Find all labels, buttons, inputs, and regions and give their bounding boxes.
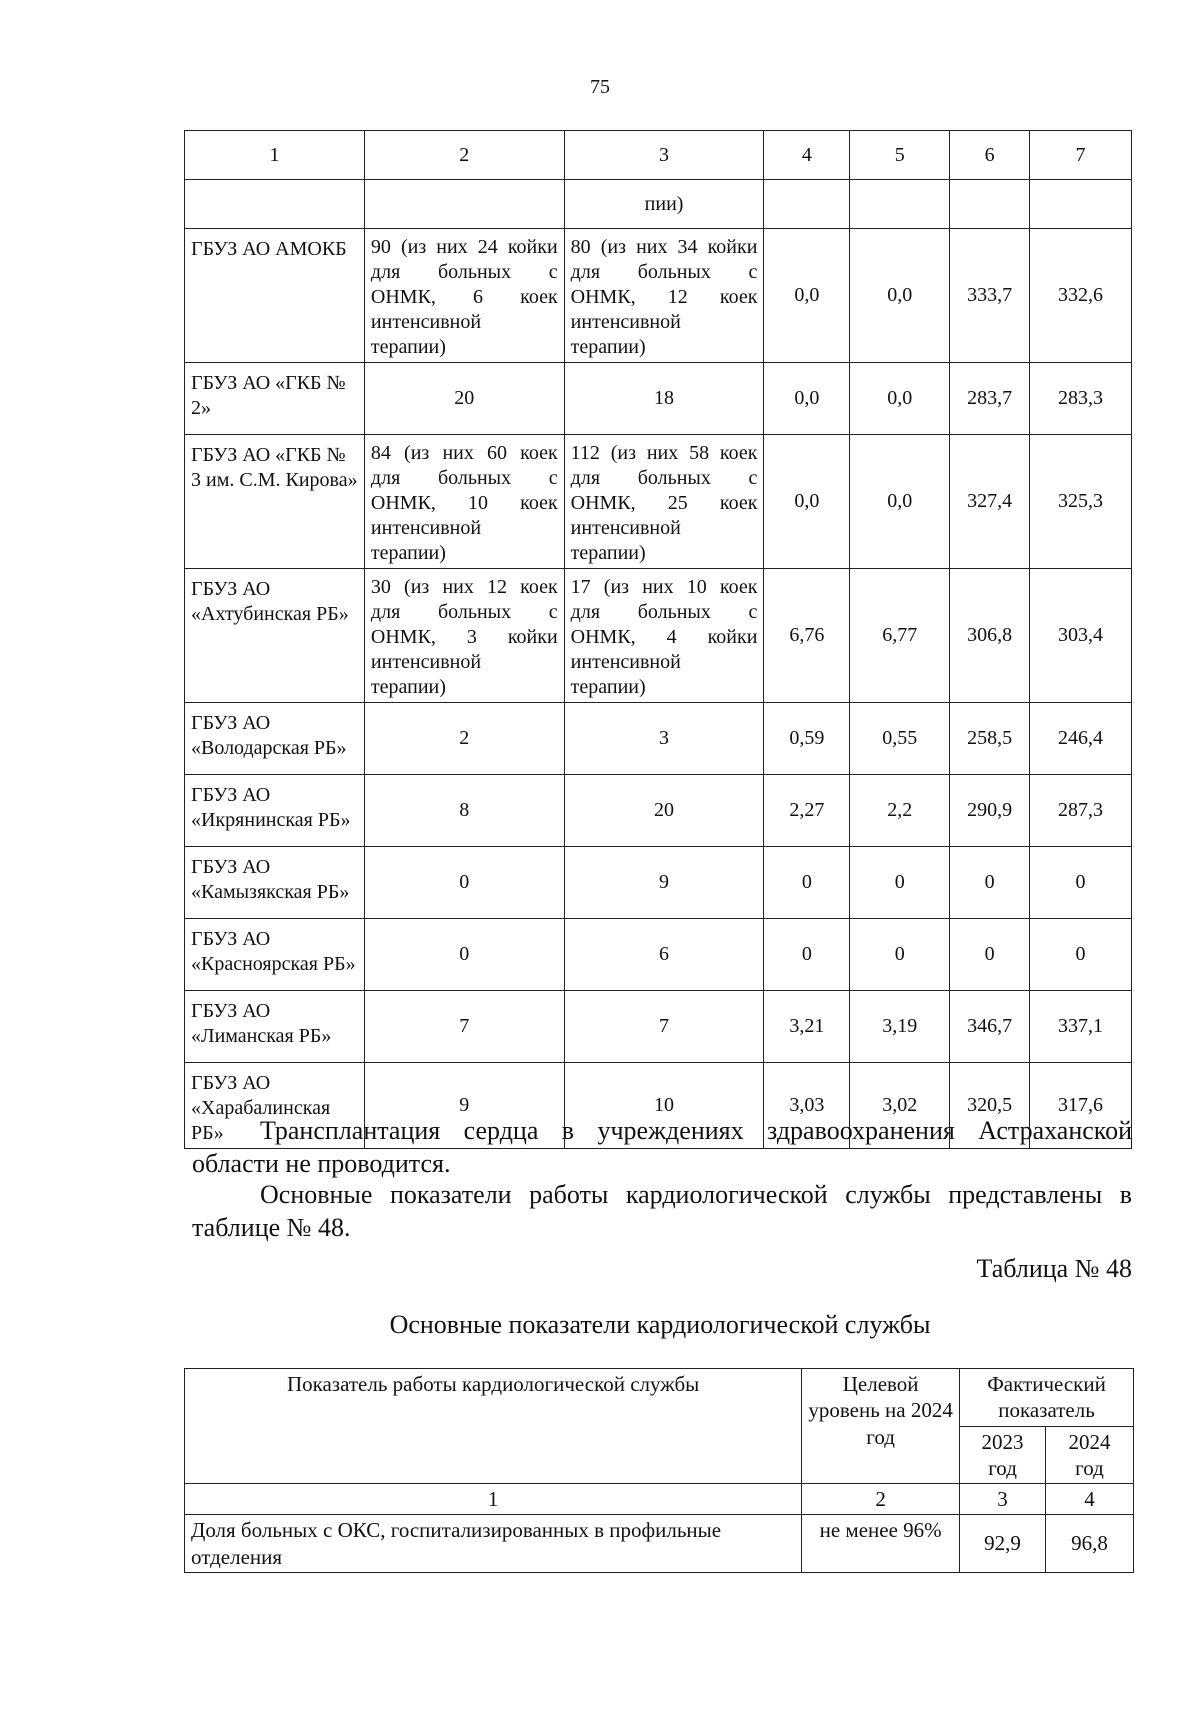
hospital-name: ГБУЗ АО «ГКБ № 3 им. С.М. Кирова» bbox=[185, 435, 365, 569]
table-cell: 0,0 bbox=[764, 435, 850, 569]
beds-2023: 90 (из них 24 койки для больных с ОНМК, 6 коек интенсивной терапии) bbox=[364, 229, 564, 363]
table-row bbox=[185, 703, 1132, 775]
table-cell: 2,27 bbox=[764, 775, 850, 847]
table-cell: 0 bbox=[950, 919, 1030, 991]
table-cell: 2,2 bbox=[850, 775, 950, 847]
beds-2023: 9 bbox=[364, 1063, 564, 1149]
hospital-name: ГБУЗ АО «Ахтубинская РБ» bbox=[185, 569, 365, 703]
table-cell: 0,0 bbox=[850, 435, 950, 569]
table-cell: 0,0 bbox=[850, 229, 950, 363]
table-cell: 0 bbox=[1030, 847, 1132, 919]
column-number: 1 bbox=[185, 1484, 802, 1515]
beds-2023: 20 bbox=[364, 363, 564, 435]
table-cell: 332,6 bbox=[1030, 229, 1132, 363]
cardiology-indicators-table bbox=[184, 1368, 1134, 1573]
hospital-name: ГБУЗ АО АМОКБ bbox=[185, 229, 365, 363]
table-cell: 0,0 bbox=[850, 363, 950, 435]
table-cell: 0 bbox=[950, 847, 1030, 919]
table-cell: 0 bbox=[764, 847, 850, 919]
table-cell: 317,6 bbox=[1030, 1063, 1132, 1149]
table-cell bbox=[364, 180, 564, 229]
table-cell: 0 bbox=[764, 919, 850, 991]
table-row bbox=[185, 435, 1132, 569]
table-row bbox=[185, 569, 1132, 703]
table-cell bbox=[850, 180, 950, 229]
column-number: 2 bbox=[802, 1484, 960, 1515]
column-number-row bbox=[185, 1484, 1134, 1515]
table-row bbox=[185, 991, 1132, 1063]
year-2023-header: 2023 год bbox=[960, 1426, 1046, 1484]
table-cell bbox=[950, 180, 1030, 229]
table-cell: 320,5 bbox=[950, 1063, 1030, 1149]
table-row bbox=[185, 229, 1132, 363]
beds-2024: 7 bbox=[564, 991, 764, 1063]
table-cell: 0,59 bbox=[764, 703, 850, 775]
beds-2024: 6 bbox=[564, 919, 764, 991]
column-number: 4 bbox=[764, 131, 850, 180]
table-row bbox=[185, 775, 1132, 847]
continuation-row bbox=[185, 180, 1132, 229]
column-number: 3 bbox=[960, 1484, 1046, 1515]
table-cell: 283,7 bbox=[950, 363, 1030, 435]
table-cell: 303,4 bbox=[1030, 569, 1132, 703]
table-cell: 0 bbox=[850, 919, 950, 991]
paragraph-indicators: Основные показатели работы кардиологической службы представлены в таблице № 48. bbox=[192, 1180, 1132, 1242]
table-cell: 6,77 bbox=[850, 569, 950, 703]
table-cell: 306,8 bbox=[950, 569, 1030, 703]
column-number: 5 bbox=[850, 131, 950, 180]
table-cell: 327,4 bbox=[950, 435, 1030, 569]
bed-fund-table bbox=[184, 130, 1132, 1149]
table-cell: 283,3 bbox=[1030, 363, 1132, 435]
table-cell bbox=[1030, 180, 1132, 229]
table-cell bbox=[764, 180, 850, 229]
column-number: 1 bbox=[185, 131, 365, 180]
table-row bbox=[185, 1515, 1134, 1573]
beds-2023: 2 bbox=[364, 703, 564, 775]
table-cell: 333,7 bbox=[950, 229, 1030, 363]
year-2024-header: 2024 год bbox=[1046, 1426, 1134, 1484]
indicator-cell: Доля больных с ОКС, госпитализированных в профильные отделения bbox=[185, 1515, 802, 1573]
table-cell: 6,76 bbox=[764, 569, 850, 703]
table-cell: 346,7 bbox=[950, 991, 1030, 1063]
beds-2023: 8 bbox=[364, 775, 564, 847]
beds-2024: 3 bbox=[564, 703, 764, 775]
table-cell: 0 bbox=[1030, 919, 1132, 991]
hospital-name: ГБУЗ АО «Красноярская РБ» bbox=[185, 919, 365, 991]
table-cell: 0 bbox=[850, 847, 950, 919]
column-number: 7 bbox=[1030, 131, 1132, 180]
paragraph-transplant: Трансплантация сердца в учреждениях здравоохранения Астраханской области не проводится. bbox=[192, 1116, 1132, 1178]
table-row bbox=[185, 363, 1132, 435]
table-cell: 3,02 bbox=[850, 1063, 950, 1149]
table-title: Основные показатели кардиологической службы bbox=[389, 1310, 931, 1339]
beds-2024: 20 bbox=[564, 775, 764, 847]
table-cell: 0,0 bbox=[764, 363, 850, 435]
hospital-name: ГБУЗ АО «Камызякская РБ» bbox=[185, 847, 365, 919]
table-cell: 337,1 bbox=[1030, 991, 1132, 1063]
column-number: 3 bbox=[564, 131, 764, 180]
table-cell: 0,0 bbox=[764, 229, 850, 363]
beds-2024: 10 bbox=[564, 1063, 764, 1149]
actual-header: Фактический показатель bbox=[960, 1369, 1134, 1427]
page-number: 75 bbox=[590, 76, 610, 98]
beds-2023: 0 bbox=[364, 919, 564, 991]
table-label: Таблица № 48 bbox=[976, 1254, 1132, 1283]
table-row bbox=[185, 847, 1132, 919]
table-cell: 0,55 bbox=[850, 703, 950, 775]
table-cell: 3,21 bbox=[764, 991, 850, 1063]
table-cell: 258,5 bbox=[950, 703, 1030, 775]
value-2023-cell: 92,9 bbox=[960, 1515, 1046, 1573]
beds-2024: 80 (из них 34 койки для больных с ОНМК, 12 коек интенсивной терапии) bbox=[564, 229, 764, 363]
hospital-name: ГБУЗ АО «Харабалинская РБ» bbox=[185, 1063, 365, 1149]
beds-2024: 112 (из них 58 коек для больных с ОНМК, 25 коек интенсивной терапии) bbox=[564, 435, 764, 569]
table-header-row bbox=[185, 131, 1132, 180]
column-number: 2 bbox=[364, 131, 564, 180]
table-header-row bbox=[185, 1369, 1134, 1427]
target-cell: не менее 96% bbox=[802, 1515, 960, 1573]
table-cell: 3,03 bbox=[764, 1063, 850, 1149]
table-cell: 325,3 bbox=[1030, 435, 1132, 569]
hospital-name: ГБУЗ АО «Икрянинская РБ» bbox=[185, 775, 365, 847]
indicator-header: Показатель работы кардиологической службы bbox=[185, 1369, 802, 1484]
column-number: 6 bbox=[950, 131, 1030, 180]
table-cell: 3,19 bbox=[850, 991, 950, 1063]
beds-2024: 18 bbox=[564, 363, 764, 435]
beds-2023: 7 bbox=[364, 991, 564, 1063]
table-cell bbox=[185, 180, 365, 229]
table-cell: 246,4 bbox=[1030, 703, 1132, 775]
hospital-name: ГБУЗ АО «Лиманская РБ» bbox=[185, 991, 365, 1063]
table-cell: 287,3 bbox=[1030, 775, 1132, 847]
hospital-name: ГБУЗ АО «ГКБ № 2» bbox=[185, 363, 365, 435]
column-number: 4 bbox=[1046, 1484, 1134, 1515]
value-2024-cell: 96,8 bbox=[1046, 1515, 1134, 1573]
hospital-name: ГБУЗ АО «Володарская РБ» bbox=[185, 703, 365, 775]
beds-2024: 9 bbox=[564, 847, 764, 919]
target-header: Целевой уровень на 2024 год bbox=[802, 1369, 960, 1484]
beds-2023: 0 bbox=[364, 847, 564, 919]
table-cell: пии) bbox=[564, 180, 764, 229]
table-cell: 290,9 bbox=[950, 775, 1030, 847]
beds-2023: 30 (из них 12 коек для больных с ОНМК, 3 койки интенсивной терапии) bbox=[364, 569, 564, 703]
beds-2024: 17 (из них 10 коек для больных с ОНМК, 4 койки интенсивной терапии) bbox=[564, 569, 764, 703]
beds-2023: 84 (из них 60 коек для больных с ОНМК, 10 коек интенсивной терапии) bbox=[364, 435, 564, 569]
table-row bbox=[185, 919, 1132, 991]
